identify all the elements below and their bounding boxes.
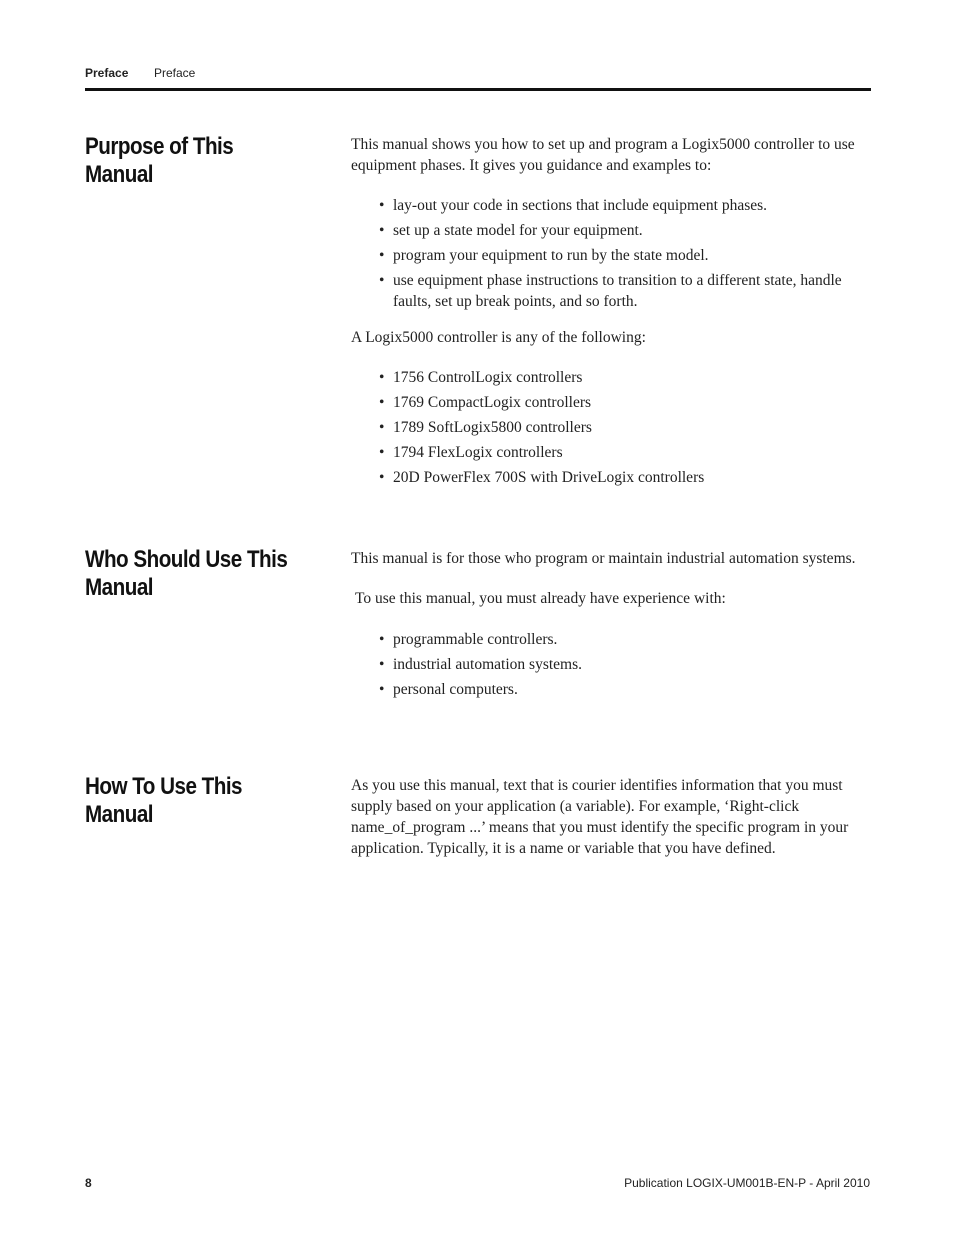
experience-intro: To use this manual, you must already have experience with: <box>355 590 726 607</box>
list-item: • 20D PowerFlex 700S with DriveLogix controllers <box>379 469 705 486</box>
list-item: • 1794 FlexLogix controllers <box>379 444 563 461</box>
list-item: • personal computers. <box>379 681 518 698</box>
bullet-icon: • <box>379 444 385 461</box>
bullet-icon: • <box>379 631 385 648</box>
running-header <box>85 66 195 80</box>
list-item: • industrial automation systems. <box>379 656 582 673</box>
bullet-icon: • <box>379 247 385 264</box>
publication-info: Publication LOGIX-UM001B-EN-P - April 2010 <box>624 1176 870 1190</box>
list-item: • 1769 CompactLogix controllers <box>379 394 592 411</box>
header-rule <box>85 88 871 91</box>
page-number: 8 <box>85 1176 92 1190</box>
bullet-icon: • <box>379 394 385 411</box>
bullet-icon: • <box>379 197 385 214</box>
controllers-intro: A Logix5000 controller is any of the following: <box>351 329 646 346</box>
list-item: • 1789 SoftLogix5800 controllers <box>379 419 592 436</box>
bullet-icon: • <box>379 369 385 386</box>
bullet-icon: • <box>379 419 385 436</box>
purpose-body <box>351 134 871 492</box>
howto-body <box>351 775 871 859</box>
audience-body <box>351 548 871 704</box>
audience-intro: This manual is for those who program or maintain industrial automation systems. <box>351 550 856 567</box>
bullet-icon: • <box>379 222 385 239</box>
controllers-list <box>351 367 871 488</box>
experience-list <box>351 629 871 700</box>
header-chapter: Preface <box>85 66 129 80</box>
purpose-heading: Purpose of This Manual <box>85 133 234 188</box>
howto-heading: How To Use This Manual <box>85 773 243 828</box>
list-item: • program your equipment to run by the state model. <box>379 247 709 264</box>
list-item: • set up a state model for your equipment. <box>379 222 643 239</box>
header-section: Preface <box>154 66 196 80</box>
bullet-icon: • <box>379 469 385 486</box>
list-item: • programmable controllers. <box>379 631 558 648</box>
bullet-icon: • <box>379 656 385 673</box>
list-item: • 1756 ControlLogix controllers <box>379 369 583 386</box>
purpose-list <box>351 195 871 312</box>
audience-heading: Who Should Use This Manual <box>85 546 288 601</box>
howto-text: As you use this manual, text that is courier identifies information that you must supply based on your application (a variable). For example, ‘Right-click name_of_program ...’ means that you must identify the specific program in your application. Typically, it is a name or variable that you have defined. <box>351 777 849 857</box>
purpose-intro: This manual shows you how to set up and program a Logix5000 controller to use equipment phases. It gives you guidance and examples to: <box>351 136 855 174</box>
bullet-icon: • <box>379 272 385 289</box>
list-item: • lay-out your code in sections that include equipment phases. <box>379 197 768 214</box>
bullet-icon: • <box>379 681 385 698</box>
list-item: • use equipment phase instructions to transition to a different state, handle faults, set up break points, and so forth. <box>379 272 842 310</box>
